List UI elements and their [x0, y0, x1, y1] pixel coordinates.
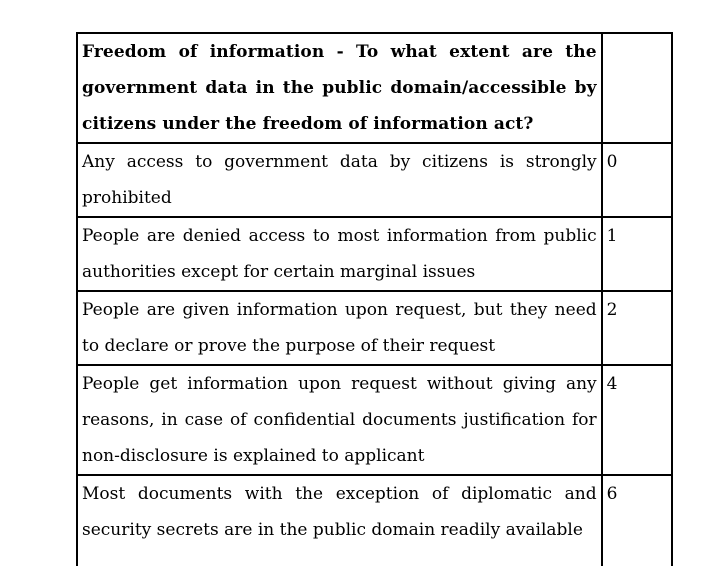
- table-row: [77, 365, 672, 475]
- row-score: 0: [602, 143, 672, 217]
- table-row: [77, 475, 672, 566]
- row-score: 1: [602, 217, 672, 291]
- table-row: [77, 143, 672, 217]
- row-description: People are given information upon request, but they need to declare or prove the purpose of their request: [77, 291, 602, 365]
- row-description: Any access to government data by citizens is strongly prohibited: [77, 143, 602, 217]
- question-cell: Freedom of information - To what extent are the government data in the public domain/accessible by citizens under the freedom of information act?: [77, 33, 602, 143]
- freedom-of-information-table: [76, 32, 673, 566]
- table-row: [77, 217, 672, 291]
- header-score-cell: [602, 33, 672, 143]
- row-description: Most documents with the exception of diplomatic and security secrets are in the public domain readily available: [77, 475, 602, 566]
- row-score: 6: [602, 475, 672, 566]
- freedom-of-information-table-container: [76, 32, 673, 566]
- row-description: People get information upon request without giving any reasons, in case of confidential documents justification for non-disclosure is explained to applicant: [77, 365, 602, 475]
- row-score: 2: [602, 291, 672, 365]
- row-description: People are denied access to most information from public authorities except for certain marginal issues: [77, 217, 602, 291]
- table-row: [77, 291, 672, 365]
- row-score: 4: [602, 365, 672, 475]
- table-header-row: [77, 33, 672, 143]
